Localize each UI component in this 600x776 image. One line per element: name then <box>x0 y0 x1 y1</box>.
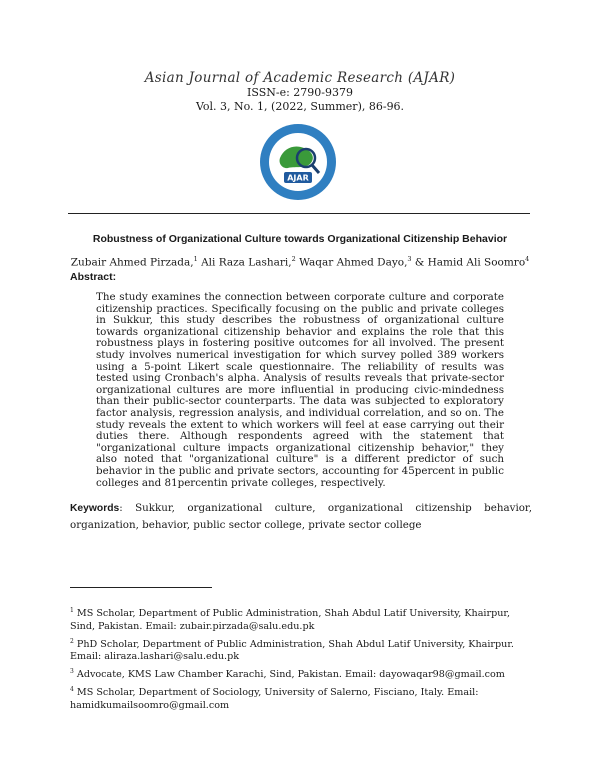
footnote <box>70 636 532 664</box>
keywords-label: Keywords <box>70 503 120 514</box>
footnote <box>70 605 532 633</box>
author-name: & Hamid Ali Soomro <box>414 256 526 269</box>
header-divider <box>68 213 530 214</box>
author-name: Zubair Ahmed Pirzada, <box>70 256 194 269</box>
author-mark: 1 <box>193 255 198 263</box>
footnote <box>70 666 532 682</box>
author-mark: 3 <box>407 255 412 263</box>
footnote-mark: 1 <box>70 607 74 614</box>
footnote-text: MS Scholar, Department of Public Administration, Shah Abdul Latif University, Khairpur, Sind, Pakistan. Email: zubair.pirzada@salu.edu.pk <box>70 608 510 632</box>
footnote-text: Advocate, KMS Law Chamber Karachi, Sind, Pakistan. Email: dayowaqar98@gmail.com <box>76 669 505 681</box>
abstract-heading: Abstract: <box>70 271 117 283</box>
author-name: Ali Raza Lashari, <box>201 256 292 269</box>
author-list <box>0 255 600 269</box>
footnote-mark: 3 <box>70 668 74 675</box>
journal-title: Asian Journal of Academic Research (AJAR) <box>144 70 456 86</box>
author-mark: 4 <box>525 255 530 263</box>
svg-text:AJAR: AJAR <box>287 173 309 183</box>
keywords-text: : Sukkur, organizational culture, organizational citizenship behavior, organization, behavior, public sector college, private sector college <box>70 502 532 531</box>
journal-issn: ISSN-e: 2790-9379 <box>247 86 353 99</box>
footnote-text: PhD Scholar, Department of Public Administration, Shah Abdul Latif University, Khairpur. Email: aliraza.lashari@salu.edu.pk <box>70 638 514 663</box>
paper-title: Robustness of Organizational Culture towards Organizational Citizenship Behavior <box>92 233 508 245</box>
footnote <box>70 684 532 712</box>
footnotes <box>70 605 532 715</box>
author-name: Waqar Ahmed Dayo, <box>299 256 408 269</box>
keywords <box>70 500 532 533</box>
footnote-text: MS Scholar, Department of Sociology, University of Salerno, Fisciano, Italy. Email: hamidkumailsoomro@gmail.com <box>70 687 479 711</box>
author-mark: 2 <box>291 255 296 263</box>
footnote-divider <box>70 587 212 588</box>
abstract-text: The study examines the connection between corporate culture and corporate citizenship practices. Specifically focusing on the public and private colleges in Sukkur, this study describes the robustness of organizational culture towards organizational citizenship behavior and explains the role that this robustness plays in fostering positive outcomes for all involved. The present study involves numerical investigation for which survey polled 389 workers using a 5-point Likert scale questionnaire. The reliability of results was tested using Cronbach's alpha. Analysis of results reveals that private-sector organizational cultures are more influential in producing civic-mindedness than their public-sector counterparts. The data was subjected to exploratory factor analysis, regression analysis, and individual correlation, and so on. The study reveals the extent to which workers will feel at ease carrying out their duties there. Although respondents agreed with the statement that "organizational culture impacts organizational citizenship behavior," they also noted that "organizational culture" is a different predictor of such behavior in the public and private sectors, accounting for 45percent in public colleges and 81percentin private colleges, respectively. <box>96 291 504 489</box>
journal-logo <box>258 122 338 202</box>
footnote-mark: 4 <box>70 686 74 694</box>
journal-volume: Vol. 3, No. 1, (2022, Summer), 86-96. <box>195 100 405 113</box>
footnote-mark: 2 <box>70 637 74 645</box>
